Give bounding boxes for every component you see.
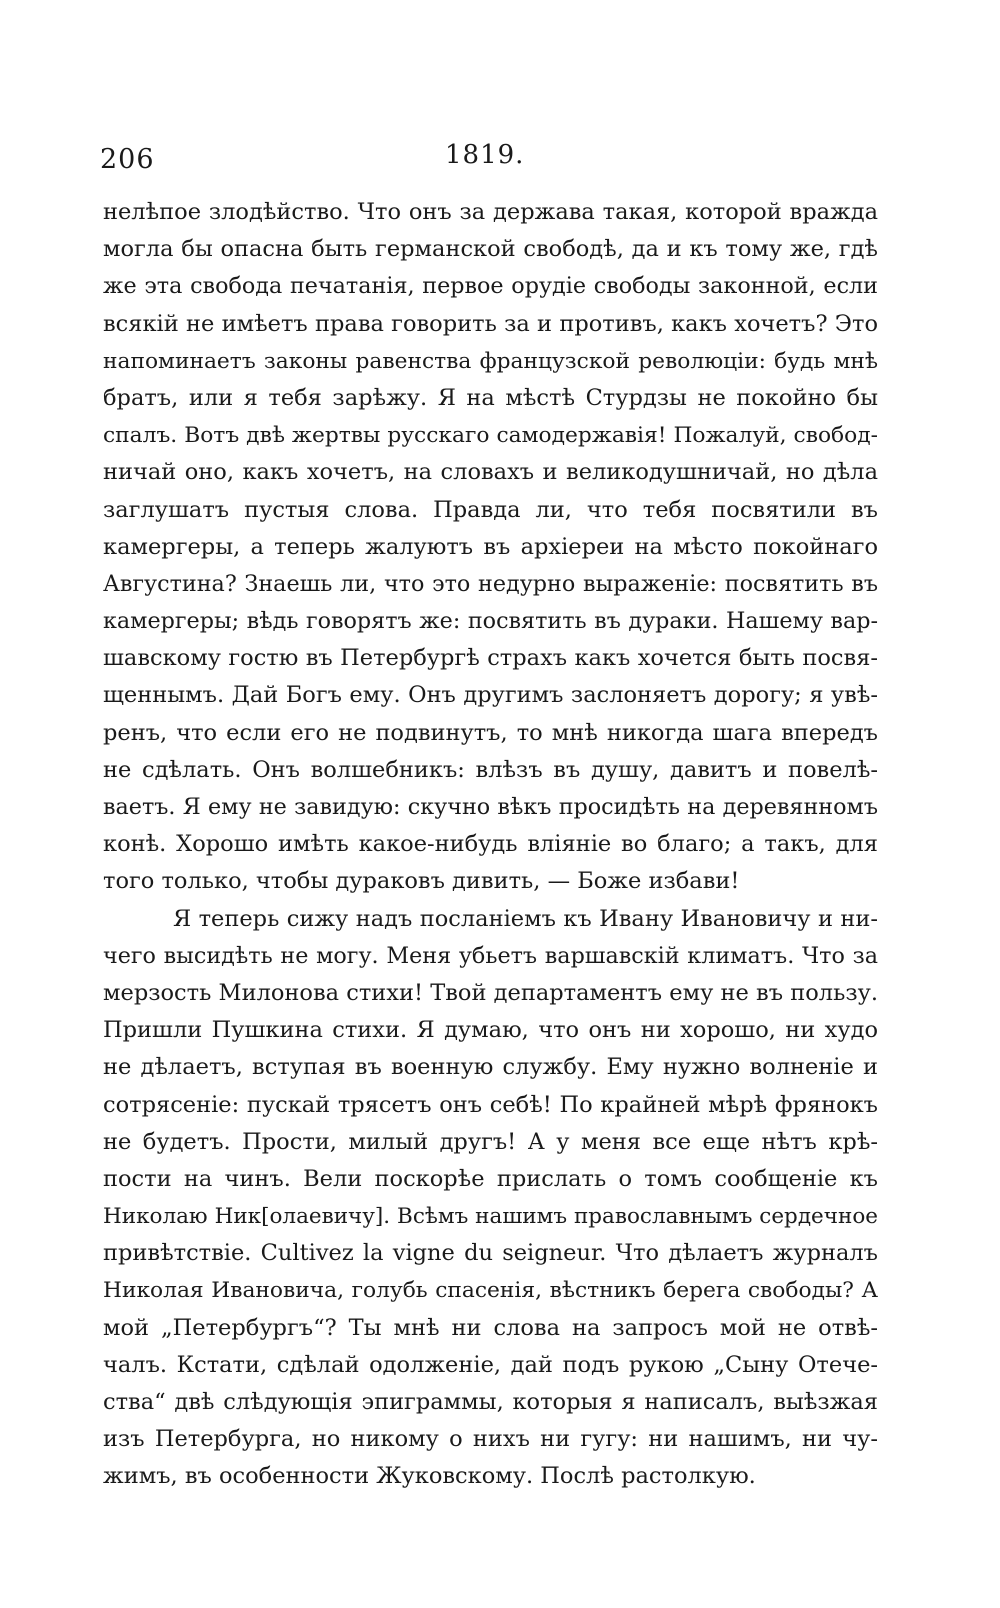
text-line: напоминаетъ законы равенства французской революціи: будь мнѣ: [103, 348, 878, 374]
page-header: [100, 140, 880, 180]
text-line: привѣтствіе. Cultivez la vigne du seigneur. Что дѣлаетъ журналъ: [103, 1240, 878, 1267]
text-line: изъ Петербурга, но никому о нихъ ни гугу: ни нашимъ, ни чу-: [103, 1426, 878, 1453]
text-line: камергеры; вѣдь говорятъ же: посвятить въ дураки. Нашему вар-: [103, 608, 878, 635]
text-line: Николая Ивановича, голубь спасенія, вѣстникъ берега свободы? А: [103, 1278, 878, 1304]
text-line: нелѣпое злодѣйство. Что онъ за держава такая, которой вражда: [103, 199, 878, 225]
text-line: не сдѣлать. Онъ волшебникъ: влѣзъ въ душу, давитъ и повелѣ-: [103, 756, 878, 783]
paragraph-first-line: Я теперь сижу надъ посланіемъ къ Ивану Ивановичу и ни-: [173, 905, 878, 932]
text-line: ничай оно, какъ хочетъ, на словахъ и великодушничай, но дѣла: [103, 459, 878, 486]
text-line: же эта свобода печатанія, первое орудіе свободы законной, если: [103, 273, 878, 300]
text-line: могла бы опасна быть германской свободѣ, да и къ тому же, гдѣ: [103, 236, 878, 263]
text-line: щеннымъ. Дай Богъ ему. Онъ другимъ заслоняетъ дорогу; я увѣ-: [103, 682, 878, 709]
text-line: чалъ. Кстати, сдѣлай одолженіе, дай подъ рукою „Сыну Отече-: [103, 1351, 878, 1378]
text-line: сотрясеніе: пускай трясетъ онъ себѣ! По крайней мѣрѣ фрянокъ: [103, 1091, 878, 1118]
paragraph-end-line: жимъ, въ особенности Жуковскому. Послѣ растолкую.: [103, 1463, 756, 1490]
paragraph-end-line: того только, чтобы дураковъ дивить, — Боже избави!: [103, 868, 740, 895]
text-line: не будетъ. Прости, милый другъ! А у меня все еще нѣтъ крѣ-: [103, 1128, 878, 1155]
text-line: мой „Петербургъ“? Ты мнѣ ни слова на запросъ мой не отвѣ-: [103, 1314, 878, 1341]
text-line: Пришли Пушкина стихи. Я думаю, что онъ ни хорошо, ни худо: [103, 1017, 878, 1044]
text-line: шавскому гостю въ Петербургѣ страхъ какъ хочется быть посвя-: [103, 645, 878, 672]
text-line: чего высидѣть не могу. Меня убьетъ варшавскій климатъ. Что за: [103, 942, 878, 969]
text-line: Николаю Ник[олаевичу]. Всѣмъ нашимъ православнымъ сердечное: [103, 1204, 878, 1230]
text-line: Августина? Знаешь ли, что это недурно выраженіе: посвятить въ: [103, 570, 878, 597]
text-line: братъ, или я тебя зарѣжу. Я на мѣстѣ Стурдзы не покойно бы: [103, 384, 878, 411]
text-line: ства“ двѣ слѣдующія эпиграммы, которыя я написалъ, выѣзжая: [103, 1389, 878, 1415]
text-line: конѣ. Хорошо имѣть какое-нибудь вліяніе во благо; а такъ, для: [103, 831, 878, 858]
text-line: спалъ. Вотъ двѣ жертвы русскаго самодержавія! Пожалуй, свобод-: [103, 423, 878, 449]
body-text: [103, 194, 878, 1496]
text-line: мерзость Милонова стихи! Твой департаментъ ему не въ пользу.: [103, 979, 878, 1006]
text-line: ренъ, что если его не подвинутъ, то мнѣ никогда шага впередъ: [103, 719, 878, 746]
text-line: не дѣлаетъ, вступая въ военную службу. Ему нужно волненіе и: [103, 1054, 878, 1081]
text-line: всякій не имѣетъ права говорить за и противъ, какъ хочетъ? Это: [103, 310, 878, 337]
text-line: ваетъ. Я ему не завидую: скучно вѣкъ просидѣть на деревянномъ: [103, 794, 878, 820]
text-line: заглушатъ пустыя слова. Правда ли, что тебя посвятили въ: [103, 496, 878, 523]
text-line: камергеры, а теперь жалуютъ въ архіереи на мѣсто покойнаго: [103, 533, 878, 560]
running-head-year: 1819.: [445, 140, 525, 170]
page-number: 206: [100, 144, 155, 175]
text-line: пости на чинъ. Вели поскорѣе прислать о томъ сообщеніе къ: [103, 1165, 878, 1192]
